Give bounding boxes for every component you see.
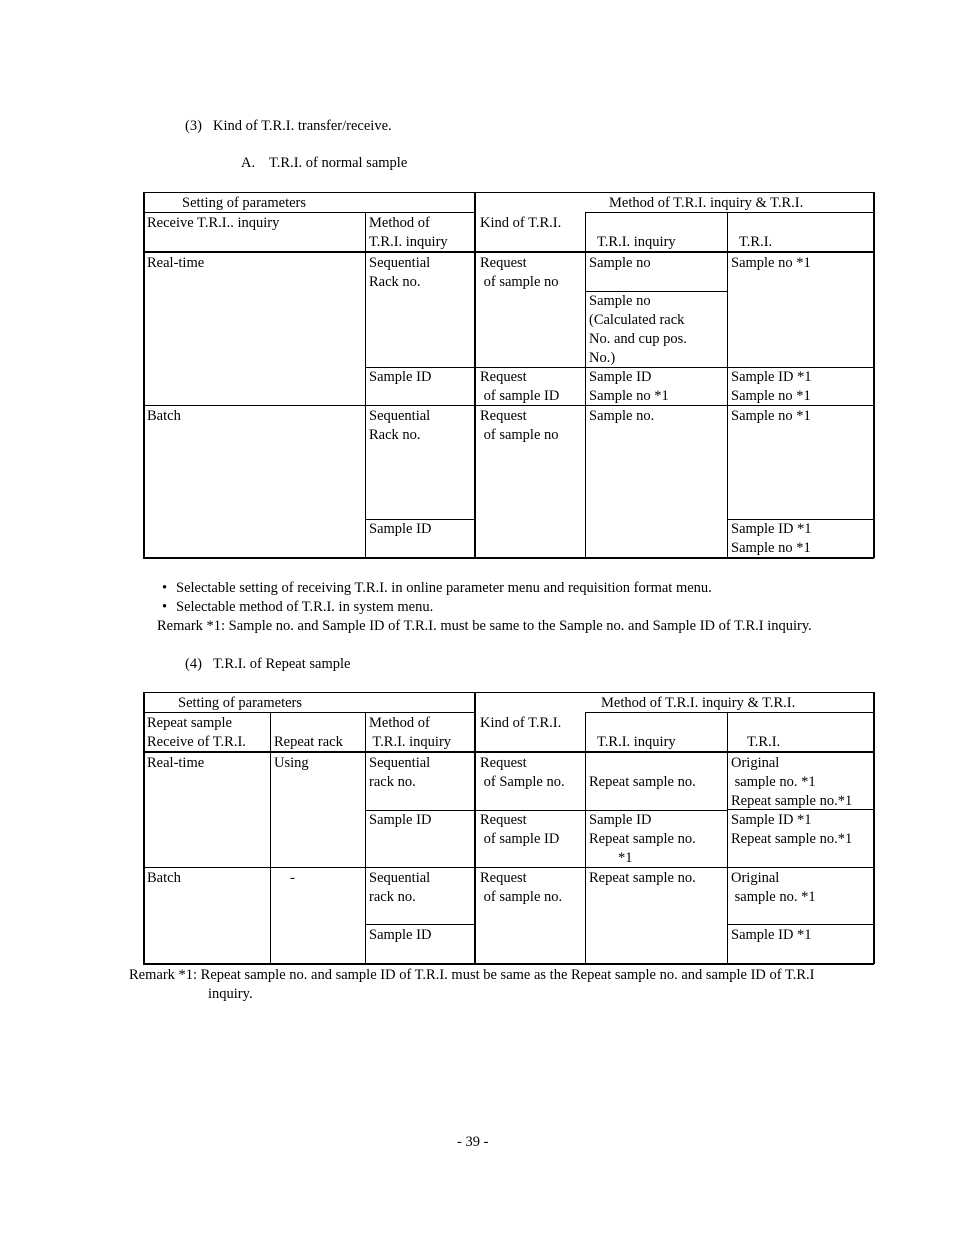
cell-tri: Sample no *1 [731,255,811,271]
header-method-group: Method of T.R.I. inquiry & T.R.I. [601,695,796,711]
cell-inquiry: Sample no (Calculated rack No. and cup pos. No.) [589,293,687,366]
header-method-group: Method of T.R.I. inquiry & T.R.I. [609,195,804,211]
cell-tri: Sample no *1 [731,408,811,424]
cell-tri: Sample ID *1 Sample no *1 [731,521,812,556]
header-kind-of-tri: Kind of T.R.I. [480,215,562,231]
header-tri: T.R.I. [739,234,773,250]
cell-kind: Request of sample no. [480,870,563,905]
cell-kind: Request of sample ID [480,812,560,847]
cell-inquiry: Sample no. [589,408,655,424]
cell-method: Sequential rack no. [369,870,431,905]
cell-method: Sample ID [369,927,432,943]
cell-tri: Original sample no. *1 Repeat sample no.*1 [731,755,853,809]
cell-method: Sequential Rack no. [369,408,431,443]
list-item: • Selectable setting of receiving T.R.I. in online parameter menu and requisition format menu. [162,580,712,596]
cell-inquiry: Sample no [589,255,651,271]
table-rule [143,692,145,964]
cell-realtime: Real-time [147,755,205,771]
remark: Remark *1: Sample no. and Sample ID of T.R.I. must be same to the Sample no. and Sample ID of T.R.I inquiry. [157,618,812,634]
section-number: (3) [185,118,202,134]
subsection-heading: T.R.I. of normal sample [269,155,408,171]
cell-inquiry: Sample ID Sample no *1 [589,369,669,404]
cell-batch: Batch [147,870,181,886]
table-rule [873,692,875,964]
header-kind-of-tri: Kind of T.R.I. [480,715,562,731]
cell-inquiry: Repeat sample no. [589,774,696,790]
cell-tri: Sample ID *1 Repeat sample no.*1 [731,812,853,847]
cell-tri: Sample ID *1 [731,927,812,943]
subsection-letter: A. [241,155,256,171]
table-rule [474,192,476,558]
table-rule [873,192,875,558]
header-method-of-inquiry: Method of T.R.I. inquiry [369,215,448,250]
header-setting-of-parameters: Setting of parameters [178,695,303,711]
table-rule [585,712,586,964]
section-heading: Kind of T.R.I. transfer/receive. [213,118,392,134]
bullet-icon: • [162,580,168,596]
table-rule [143,963,874,965]
cell-realtime: Real-time [147,255,205,271]
cell-inquiry: Sample ID Repeat sample no. *1 [589,812,696,866]
header-setting-of-parameters: Setting of parameters [182,195,307,211]
cell-method: Sample ID [369,521,432,537]
header-receive-inquiry: Receive T.R.I.. inquiry [147,215,280,231]
cell-inquiry: Repeat sample no. [589,870,696,886]
remark-continuation: inquiry. [208,986,253,1002]
table-rule [143,867,874,868]
list-item: • Selectable method of T.R.I. in system menu. [162,599,434,615]
bullet-icon: • [162,599,168,615]
cell-method: Sequential Rack no. [369,255,431,290]
section-number: (4) [185,656,202,672]
table-rule [476,192,874,193]
table-rule [143,192,145,558]
cell-method: Sample ID [369,812,432,828]
section-heading: T.R.I. of Repeat sample [213,656,351,672]
table-rule [727,212,728,558]
bullet-list [160,579,712,617]
cell-kind: Request of sample no [480,408,559,443]
header-method-of-inquiry: Method of T.R.I. inquiry [369,715,452,750]
table-rule [143,692,474,693]
cell-kind: Request of sample ID [480,369,560,404]
header-tri-inquiry: T.R.I. inquiry [597,234,676,250]
page-number: - 39 - [457,1134,489,1150]
cell-tri: Sample ID *1 Sample no *1 [731,369,812,404]
table-rule [585,212,586,558]
table-rule [474,692,476,964]
cell-method: Sample ID [369,369,432,385]
header-tri-inquiry: T.R.I. inquiry [597,734,676,750]
table-rule [727,924,874,925]
header-repeat-rack: Repeat rack [274,734,343,750]
cell-repeat-rack: - [290,870,295,886]
table-rule [476,692,874,693]
table-rule [365,712,366,964]
remark: Remark *1: Repeat sample no. and sample ID of T.R.I. must be same as the Repeat sample no. and sample ID of T.R.I [129,967,815,983]
table-rule [365,924,475,925]
cell-kind: Request of sample no [480,255,559,290]
cell-tri: Original sample no. *1 [731,870,816,905]
cell-kind: Request of Sample no. [480,755,565,790]
header-repeat-receive: Repeat sample Receive of T.R.I. [147,715,246,750]
table-rule [143,192,474,193]
table-rule [270,712,271,964]
cell-repeat-rack: Using [274,755,309,771]
table-rule [365,212,366,558]
cell-method: Sequential rack no. [369,755,431,790]
table-rule [727,712,728,964]
header-tri: T.R.I. [747,734,781,750]
cell-batch: Batch [147,408,181,424]
